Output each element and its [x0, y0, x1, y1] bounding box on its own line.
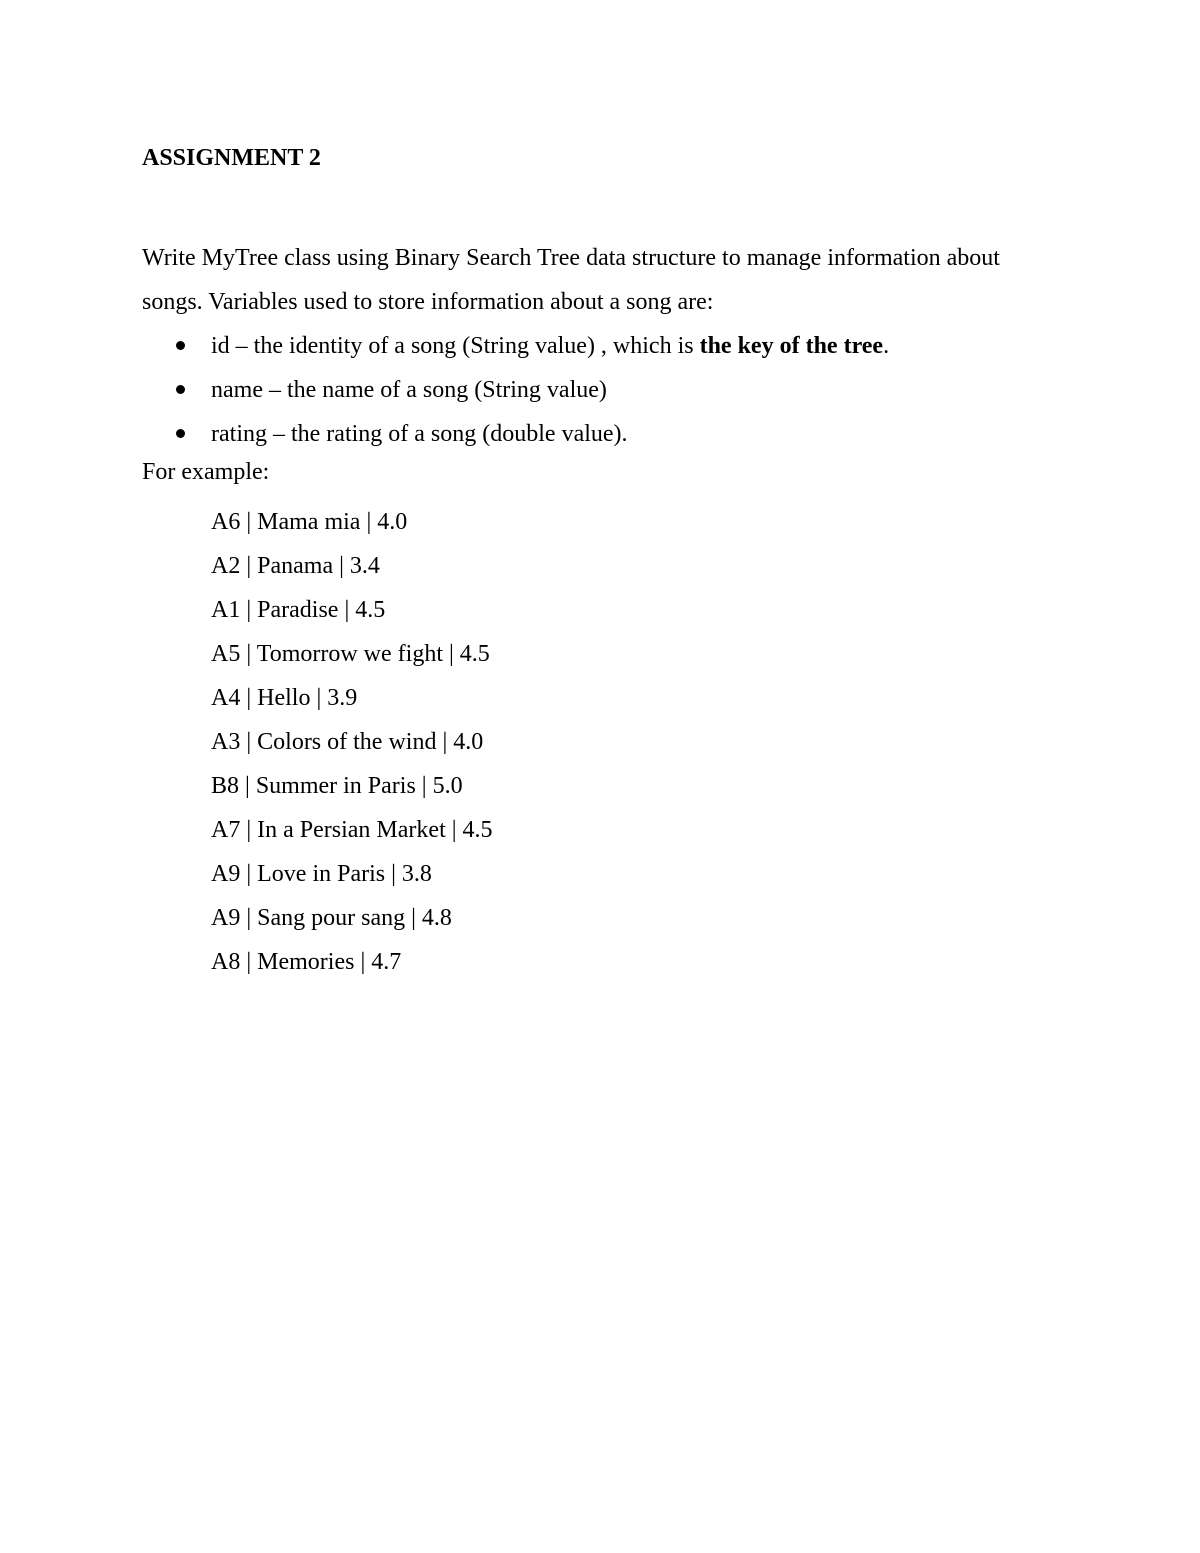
bullet-icon: [176, 385, 185, 394]
example-row: A5 | Tomorrow we fight | 4.5: [211, 641, 490, 667]
example-row: A7 | In a Persian Market | 4.5: [211, 817, 493, 843]
example-row: A6 | Mama mia | 4.0: [211, 509, 408, 535]
list-item-id: [142, 324, 889, 368]
list-item-name: [142, 368, 889, 412]
example-row: B8 | Summer in Paris | 5.0: [211, 773, 463, 799]
example-row: A2 | Panama | 3.4: [211, 553, 380, 579]
intro-line: songs. Variables used to store information about a song are:: [142, 289, 714, 315]
example-row: A1 | Paradise | 4.5: [211, 597, 386, 623]
list-item-text: name – the name of a song (String value): [211, 377, 607, 403]
example-row: A8 | Memories | 4.7: [211, 949, 402, 975]
intro-paragraph: [142, 236, 1072, 324]
example-row: A9 | Love in Paris | 3.8: [211, 861, 432, 887]
list-item-emphasis: the key of the tree: [699, 333, 884, 359]
bullet-icon: [176, 341, 185, 350]
bullet-icon: [176, 429, 185, 438]
example-list: [211, 500, 493, 984]
intro-line: Write MyTree class using Binary Search Tree data structure to manage information about: [142, 245, 1000, 271]
example-row: A4 | Hello | 3.9: [211, 685, 358, 711]
example-row: A9 | Sang pour sang | 4.8: [211, 905, 452, 931]
list-item-rating: [142, 412, 889, 456]
document-title: ASSIGNMENT 2: [142, 145, 321, 171]
list-item-text: id – the identity of a song (String value) , which is: [211, 333, 700, 359]
example-label: For example:: [142, 459, 270, 485]
example-row: A3 | Colors of the wind | 4.0: [211, 729, 484, 755]
variable-list: [142, 324, 889, 456]
list-item-tail: .: [883, 333, 890, 359]
list-item-text: rating – the rating of a song (double value).: [211, 421, 628, 447]
